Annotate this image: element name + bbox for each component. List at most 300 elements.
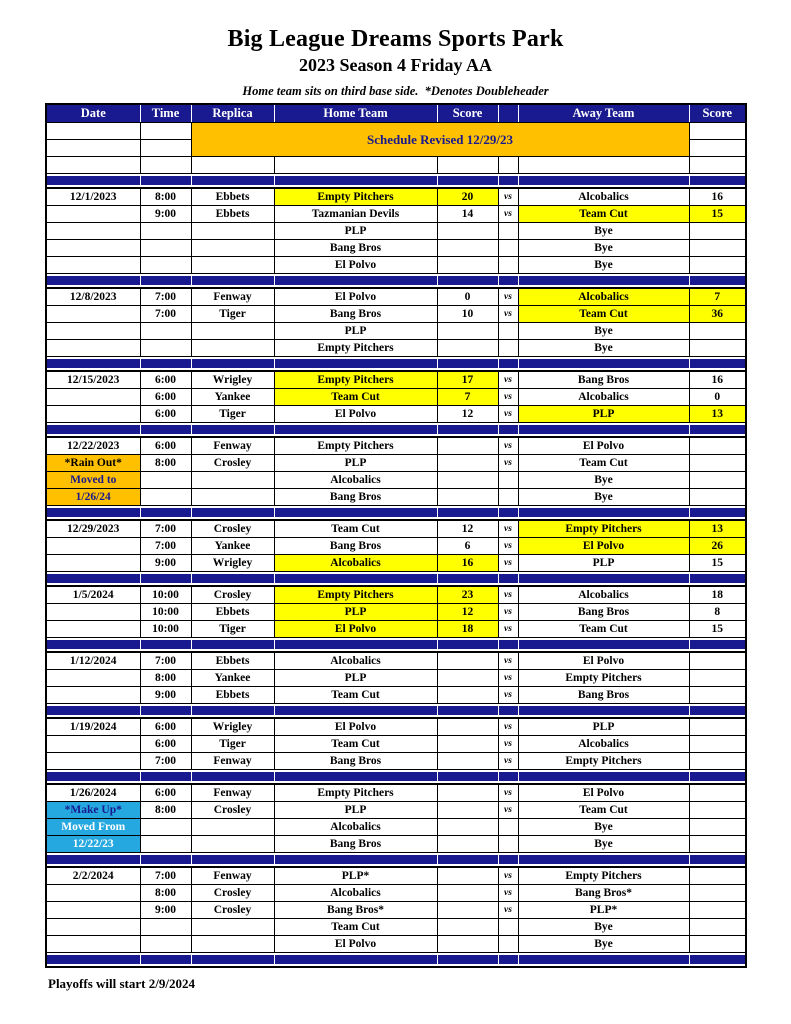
cell-vs: vs [498,687,518,704]
cell-home-score: 12 [437,406,498,423]
cell-replica: Wrigley [191,371,274,389]
schedule-row [46,340,746,357]
cell-home-team: El Polvo [274,718,437,736]
cell-replica: Wrigley [191,555,274,572]
separator-cell [191,423,274,438]
cell-replica: Crosley [191,902,274,919]
cell-away-team: Alcobalics [518,389,689,406]
schedule-row [46,802,746,819]
separator-cell [46,638,140,653]
cell-home-score [437,455,498,472]
separator-cell [140,953,191,968]
cell-home-team: Team Cut [274,389,437,406]
column-header-time: Time [140,104,191,123]
cell-date: 2/2/2024 [46,867,140,885]
cell-replica: Fenway [191,867,274,885]
schedule-row [46,836,746,853]
cell-away-score [689,919,746,936]
cell-away-score: 15 [689,206,746,223]
cell-away-score [689,819,746,836]
cell-away-score: 16 [689,188,746,206]
cell-replica: Ebbets [191,604,274,621]
separator-cell [437,423,498,438]
cell-away-team: PLP [518,555,689,572]
cell-time: 8:00 [140,885,191,902]
cell-away-score [689,652,746,670]
separator-cell [518,953,689,968]
separator-cell [689,953,746,968]
schedule-row [46,406,746,423]
separator-cell [191,853,274,868]
cell-home-team: Empty Pitchers [274,784,437,802]
separator-cell [437,357,498,372]
cell-home-team: El Polvo [274,936,437,953]
cell-home-team: PLP [274,802,437,819]
schedule-row [46,240,746,257]
cell-home-team: Bang Bros* [274,902,437,919]
schedule-row [46,687,746,704]
cell-home-score [437,885,498,902]
schedule-row [46,621,746,638]
cell-away-score [689,323,746,340]
cell-replica [191,323,274,340]
cell-replica: Ebbets [191,652,274,670]
cell-replica: Fenway [191,784,274,802]
cell-date: 12/8/2023 [46,288,140,306]
cell-time [140,936,191,953]
empty-cell [140,157,191,174]
cell-replica: Yankee [191,389,274,406]
separator-cell [140,174,191,189]
cell-home-score [437,437,498,455]
cell-vs [498,223,518,240]
separator-cell [518,704,689,719]
cell-home-team: Alcobalics [274,652,437,670]
schedule-table [45,103,747,968]
schedule-row [46,389,746,406]
schedule-row [46,206,746,223]
cell-time [140,323,191,340]
cell-home-team: Bang Bros [274,306,437,323]
separator-cell [518,638,689,653]
empty-cell [46,123,140,140]
cell-away-score [689,802,746,819]
cell-home-team: Alcobalics [274,885,437,902]
separator-cell [46,506,140,521]
cell-date [46,223,140,240]
cell-home-score: 23 [437,586,498,604]
cell-home-score [437,819,498,836]
cell-home-score [437,670,498,687]
column-header-home-team: Home Team [274,104,437,123]
cell-away-score: 16 [689,371,746,389]
separator-cell [689,274,746,289]
separator-cell [191,704,274,719]
separator-cell [274,506,437,521]
cell-replica: Ebbets [191,206,274,223]
cell-time: 8:00 [140,455,191,472]
cell-home-team: Bang Bros [274,753,437,770]
cell-time: 6:00 [140,371,191,389]
cell-vs: vs [498,586,518,604]
cell-away-team: Bye [518,489,689,506]
cell-replica: Yankee [191,670,274,687]
schedule-body [46,123,746,968]
separator-row [46,770,746,785]
cell-away-team: Bang Bros [518,604,689,621]
cell-date [46,621,140,638]
empty-cell [498,157,518,174]
cell-home-score: 0 [437,288,498,306]
cell-home-team: Empty Pitchers [274,188,437,206]
cell-replica: Wrigley [191,718,274,736]
separator-row [46,853,746,868]
cell-time: 9:00 [140,902,191,919]
schedule-row [46,538,746,555]
cell-vs [498,340,518,357]
separator-cell [140,638,191,653]
cell-date: 12/29/2023 [46,520,140,538]
cell-date [46,902,140,919]
cell-away-team: Alcobalics [518,586,689,604]
cell-away-score [689,736,746,753]
separator-cell [518,357,689,372]
cell-away-team: Alcobalics [518,736,689,753]
cell-home-score [437,240,498,257]
cell-away-team: Empty Pitchers [518,867,689,885]
cell-home-team: PLP [274,604,437,621]
cell-home-score: 16 [437,555,498,572]
cell-home-team: PLP* [274,867,437,885]
cell-vs: vs [498,867,518,885]
cell-time: 10:00 [140,604,191,621]
cell-time: 7:00 [140,652,191,670]
separator-cell [274,953,437,968]
cell-date [46,753,140,770]
cell-time [140,819,191,836]
cell-date [46,389,140,406]
cell-away-score: 18 [689,586,746,604]
separator-cell [689,572,746,587]
cell-away-score [689,472,746,489]
separator-cell [46,274,140,289]
cell-away-team: Bye [518,240,689,257]
cell-date [46,340,140,357]
cell-away-score [689,753,746,770]
cell-vs: vs [498,437,518,455]
cell-date [46,555,140,572]
empty-cell [518,157,689,174]
cell-away-score [689,437,746,455]
separator-cell [437,174,498,189]
schedule-revised-banner: Schedule Revised 12/29/23 [191,123,689,157]
separator-row [46,274,746,289]
separator-cell [498,423,518,438]
separator-cell [140,423,191,438]
empty-cell [46,157,140,174]
cell-time [140,489,191,506]
cell-date: 12/22/23 [46,836,140,853]
separator-cell [689,174,746,189]
cell-replica: Fenway [191,753,274,770]
schedule-row [46,867,746,885]
schedule-row [46,753,746,770]
cell-time [140,919,191,936]
schedule-row [46,288,746,306]
cell-date: *Make Up* [46,802,140,819]
cell-away-team: Team Cut [518,306,689,323]
separator-cell [274,572,437,587]
separator-cell [140,853,191,868]
cell-date: *Rain Out* [46,455,140,472]
schedule-row [46,885,746,902]
cell-vs: vs [498,784,518,802]
cell-away-score [689,670,746,687]
separator-cell [274,174,437,189]
cell-date [46,687,140,704]
schedule-row [46,736,746,753]
cell-away-team: Bye [518,323,689,340]
cell-vs: vs [498,885,518,902]
cell-away-score: 8 [689,604,746,621]
schedule-row [46,257,746,274]
banner-row [46,123,746,140]
cell-time: 7:00 [140,520,191,538]
cell-home-team: PLP [274,670,437,687]
separator-cell [689,638,746,653]
cell-replica: Crosley [191,455,274,472]
cell-away-team: Team Cut [518,802,689,819]
separator-cell [274,274,437,289]
separator-cell [689,770,746,785]
cell-date [46,257,140,274]
cell-home-score: 14 [437,206,498,223]
cell-vs [498,919,518,936]
cell-away-team: Empty Pitchers [518,520,689,538]
cell-date [46,406,140,423]
empty-cell [437,157,498,174]
schedule-row [46,936,746,953]
cell-time: 6:00 [140,437,191,455]
separator-cell [191,506,274,521]
cell-time: 9:00 [140,206,191,223]
cell-vs: vs [498,604,518,621]
cell-away-score: 26 [689,538,746,555]
separator-cell [191,274,274,289]
separator-cell [689,853,746,868]
cell-vs: vs [498,736,518,753]
separator-row [46,423,746,438]
separator-cell [689,423,746,438]
cell-date: Moved to [46,472,140,489]
separator-cell [498,953,518,968]
cell-replica: Yankee [191,538,274,555]
cell-home-score [437,836,498,853]
cell-replica: Crosley [191,520,274,538]
cell-vs: vs [498,555,518,572]
cell-home-score [437,257,498,274]
cell-away-team: Bang Bros* [518,885,689,902]
separator-cell [191,770,274,785]
playoffs-note: Playoffs will start 2/9/2024 [48,976,195,991]
separator-cell [140,770,191,785]
separator-cell [191,174,274,189]
cell-home-team: Bang Bros [274,538,437,555]
cell-date [46,736,140,753]
cell-home-team: Empty Pitchers [274,371,437,389]
separator-cell [140,274,191,289]
cell-away-team: El Polvo [518,784,689,802]
column-header-date: Date [46,104,140,123]
separator-cell [191,638,274,653]
cell-vs [498,240,518,257]
cell-away-score: 36 [689,306,746,323]
cell-home-team: Empty Pitchers [274,437,437,455]
cell-vs [498,836,518,853]
cell-home-score: 10 [437,306,498,323]
column-header-home-score: Score [437,104,498,123]
separator-cell [437,704,498,719]
cell-vs: vs [498,406,518,423]
separator-cell [274,423,437,438]
cell-time [140,240,191,257]
cell-away-team: Bye [518,257,689,274]
cell-time: 8:00 [140,188,191,206]
cell-replica: Tiger [191,736,274,753]
cell-away-score: 15 [689,555,746,572]
empty-cell [689,123,746,140]
cell-away-score [689,902,746,919]
cell-home-team: Empty Pitchers [274,340,437,357]
cell-vs: vs [498,670,518,687]
cell-away-score [689,867,746,885]
cell-time: 6:00 [140,736,191,753]
separator-cell [437,853,498,868]
cell-date: 12/15/2023 [46,371,140,389]
separator-cell [498,357,518,372]
cell-date [46,604,140,621]
cell-date [46,323,140,340]
cell-time: 6:00 [140,389,191,406]
separator-cell [689,357,746,372]
separator-cell [498,572,518,587]
separator-cell [46,853,140,868]
separator-cell [437,953,498,968]
cell-away-score: 0 [689,389,746,406]
cell-vs [498,257,518,274]
cell-vs: vs [498,652,518,670]
schedule-row [46,472,746,489]
cell-date [46,240,140,257]
separator-row [46,638,746,653]
cell-home-score: 7 [437,389,498,406]
cell-home-team: El Polvo [274,621,437,638]
cell-home-score [437,753,498,770]
empty-cell [140,140,191,157]
cell-vs: vs [498,621,518,638]
cell-away-score [689,784,746,802]
cell-home-team: Alcobalics [274,472,437,489]
cell-home-team: Bang Bros [274,489,437,506]
schedule-row [46,323,746,340]
cell-home-score [437,323,498,340]
separator-cell [140,506,191,521]
separator-cell [46,174,140,189]
separator-cell [518,572,689,587]
cell-vs: vs [498,802,518,819]
separator-cell [46,770,140,785]
cell-away-team: Bye [518,836,689,853]
cell-replica [191,919,274,936]
separator-cell [437,274,498,289]
separator-cell [274,853,437,868]
cell-away-team: Team Cut [518,206,689,223]
cell-away-score [689,340,746,357]
cell-vs [498,323,518,340]
separator-cell [274,357,437,372]
schedule-row [46,670,746,687]
schedule-row [46,188,746,206]
cell-away-team: Alcobalics [518,188,689,206]
empty-cell [274,157,437,174]
cell-date [46,919,140,936]
cell-away-team: PLP [518,406,689,423]
cell-home-team: Bang Bros [274,836,437,853]
cell-replica [191,472,274,489]
separator-cell [498,174,518,189]
empty-cell [46,140,140,157]
cell-home-team: Alcobalics [274,819,437,836]
separator-cell [518,423,689,438]
cell-date: 1/5/2024 [46,586,140,604]
schedule-row [46,586,746,604]
cell-time: 10:00 [140,621,191,638]
header-row [46,104,746,123]
cell-replica [191,257,274,274]
cell-away-score [689,455,746,472]
cell-replica: Tiger [191,406,274,423]
cell-time: 8:00 [140,670,191,687]
cell-replica [191,240,274,257]
cell-date [46,538,140,555]
cell-date: 12/22/2023 [46,437,140,455]
cell-vs: vs [498,753,518,770]
cell-away-score [689,223,746,240]
separator-row [46,506,746,521]
schedule-row [46,455,746,472]
cell-away-team: PLP* [518,902,689,919]
cell-home-score [437,718,498,736]
separator-cell [140,704,191,719]
cell-vs [498,472,518,489]
schedule-row [46,819,746,836]
cell-replica: Fenway [191,437,274,455]
separator-cell [191,572,274,587]
schedule-row [46,306,746,323]
separator-cell [518,506,689,521]
cell-away-score [689,257,746,274]
cell-away-team: Bye [518,819,689,836]
cell-home-team: El Polvo [274,406,437,423]
cell-time: 6:00 [140,406,191,423]
cell-vs: vs [498,520,518,538]
cell-time [140,472,191,489]
separator-cell [518,770,689,785]
cell-time: 10:00 [140,586,191,604]
cell-home-team: Empty Pitchers [274,586,437,604]
cell-home-score [437,784,498,802]
separator-cell [498,853,518,868]
